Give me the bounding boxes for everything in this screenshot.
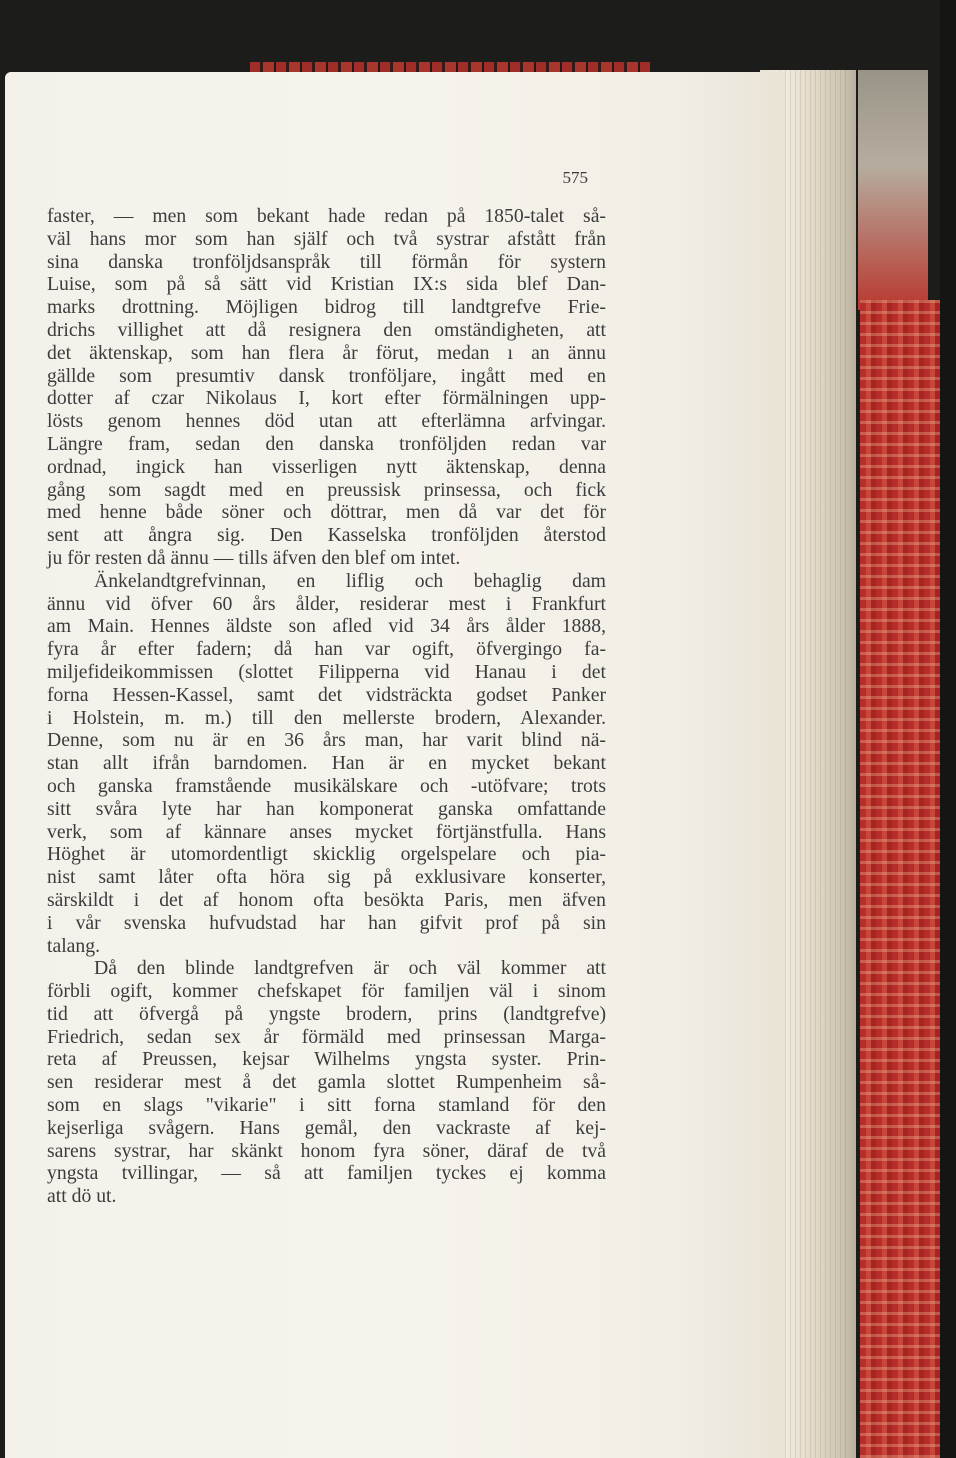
text-line: marks drottning. Möjligen bidrog till landtgrefve Frie-	[47, 296, 606, 319]
text-line: dotter af czar Nikolaus I, kort efter förmälningen upp-	[47, 387, 606, 410]
text-line: och ganska framstående musikälskare och -utöfvare; trots	[47, 774, 606, 797]
text-line: faster, — men som bekant hade redan på 1850-talet så-	[47, 205, 606, 227]
text-line: sina danska tronföljdsanspråk till förmån för systern	[47, 250, 606, 273]
text-line: Denne, som nu är en 36 års man, har varit blind nä-	[47, 729, 606, 752]
text-line: tid att öfvergå på yngste brodern, prins (landtgrefve)	[47, 1002, 606, 1025]
text-line: sarens systrar, har skänkt honom fyra söner, däraf de två	[47, 1139, 606, 1162]
text-line: förbli ogift, kommer chefskapet för familjen väl i sinom	[47, 980, 606, 1003]
text-line: Luise, som på så sätt vid Kristian IX:s sida blef Dan-	[47, 273, 606, 296]
text-line: gällde som presumtiv dansk tronföljare, ingått med en	[47, 364, 606, 387]
text-line: reta af Preussen, kejsar Wilhelms yngsta syster. Prin-	[47, 1048, 606, 1071]
text-line: som en slags "vikarie" i sitt forna stamland för den	[47, 1094, 606, 1117]
text-line: särskildt i det af honom ofta besökta Paris, men äfven	[47, 888, 606, 911]
text-line: med henne både söner och döttrar, men då var det för	[47, 501, 606, 524]
text-line: fyra år efter fadern; då han var ogift, öfvergingo fa-	[47, 638, 606, 661]
text-line: Höghet är utomordentligt skicklig orgelspelare och pia-	[47, 843, 606, 866]
text-line: yngsta tvillingar, — så att familjen tyckes ej komma	[47, 1162, 606, 1185]
text-line: stan allt ifrån barndomen. Han är en mycket bekant	[47, 752, 606, 775]
body-text	[47, 205, 606, 1208]
page-stack-lines	[780, 70, 850, 1458]
text-line: Friedrich, sedan sex år förmäld med prinsessan Marga-	[47, 1025, 606, 1048]
text-line: ju för resten då ännu — tills äfven den blef om intet.	[47, 546, 461, 569]
text-line: verk, som af kännare anses mycket förtjänstfulla. Hans	[47, 820, 606, 843]
text-line: sen residerar mest å det gamla slottet Rumpenheim så-	[47, 1071, 606, 1094]
text-line: Änkelandtgrefvinnan, en liflig och behaglig dam	[94, 569, 606, 592]
text-line: sitt svåra lyte har han komponerat ganska omfattande	[47, 797, 606, 820]
text-line: ordnad, ingick han visserligen nytt äktenskap, denna	[47, 455, 606, 478]
text-line: i Holstein, m. m.) till den mellerste brodern, Alexander.	[47, 706, 606, 729]
text-line: miljefideikommissen (slottet Filipperna vid Hanau i det	[47, 660, 606, 683]
text-line: sent att ångra sig. Den Kasselska tronföljden återstod	[47, 524, 606, 547]
page-edge-shadow	[858, 70, 928, 310]
text-line: i vår svenska hufvudstad har han gifvit prof på sin	[47, 911, 606, 934]
text-line: väl hans mor som han själf och två systrar afstått från	[47, 227, 606, 250]
text-line: drichs villighet att då resignera den omständigheten, att	[47, 318, 606, 341]
page-number: 575	[562, 168, 588, 187]
text-line: nist samt låter ofta höra sig på exklusivare konserter,	[47, 866, 606, 889]
text-line: gång som sagdt med en preussisk prinsessa, och fick	[47, 478, 606, 501]
text-line: forna Hessen-Kassel, samt det vidsträckta godset Panker	[47, 683, 606, 706]
text-line: det äktenskap, som han flera år förut, medan ı an ännu	[47, 341, 606, 364]
text-line: lösts genom hennes död utan att efterlämna arfvingar.	[47, 410, 606, 433]
text-line: att dö ut.	[47, 1185, 117, 1208]
red-page-edges	[860, 300, 940, 1458]
scan-border-right	[940, 0, 956, 1458]
text-line: ännu vid öfver 60 års ålder, residerar mest i Frankfurt	[47, 592, 606, 615]
text-line: Då den blinde landtgrefven är och väl kommer att	[94, 957, 606, 980]
text-line: Längre fram, sedan den danska tronföljden redan var	[47, 432, 606, 455]
text-line: kejserliga svågern. Hans gemål, den vackraste af kej-	[47, 1116, 606, 1139]
text-line: talang.	[47, 934, 101, 957]
text-line: am Main. Hennes äldste son afled vid 34 års ålder 1888,	[47, 615, 606, 638]
